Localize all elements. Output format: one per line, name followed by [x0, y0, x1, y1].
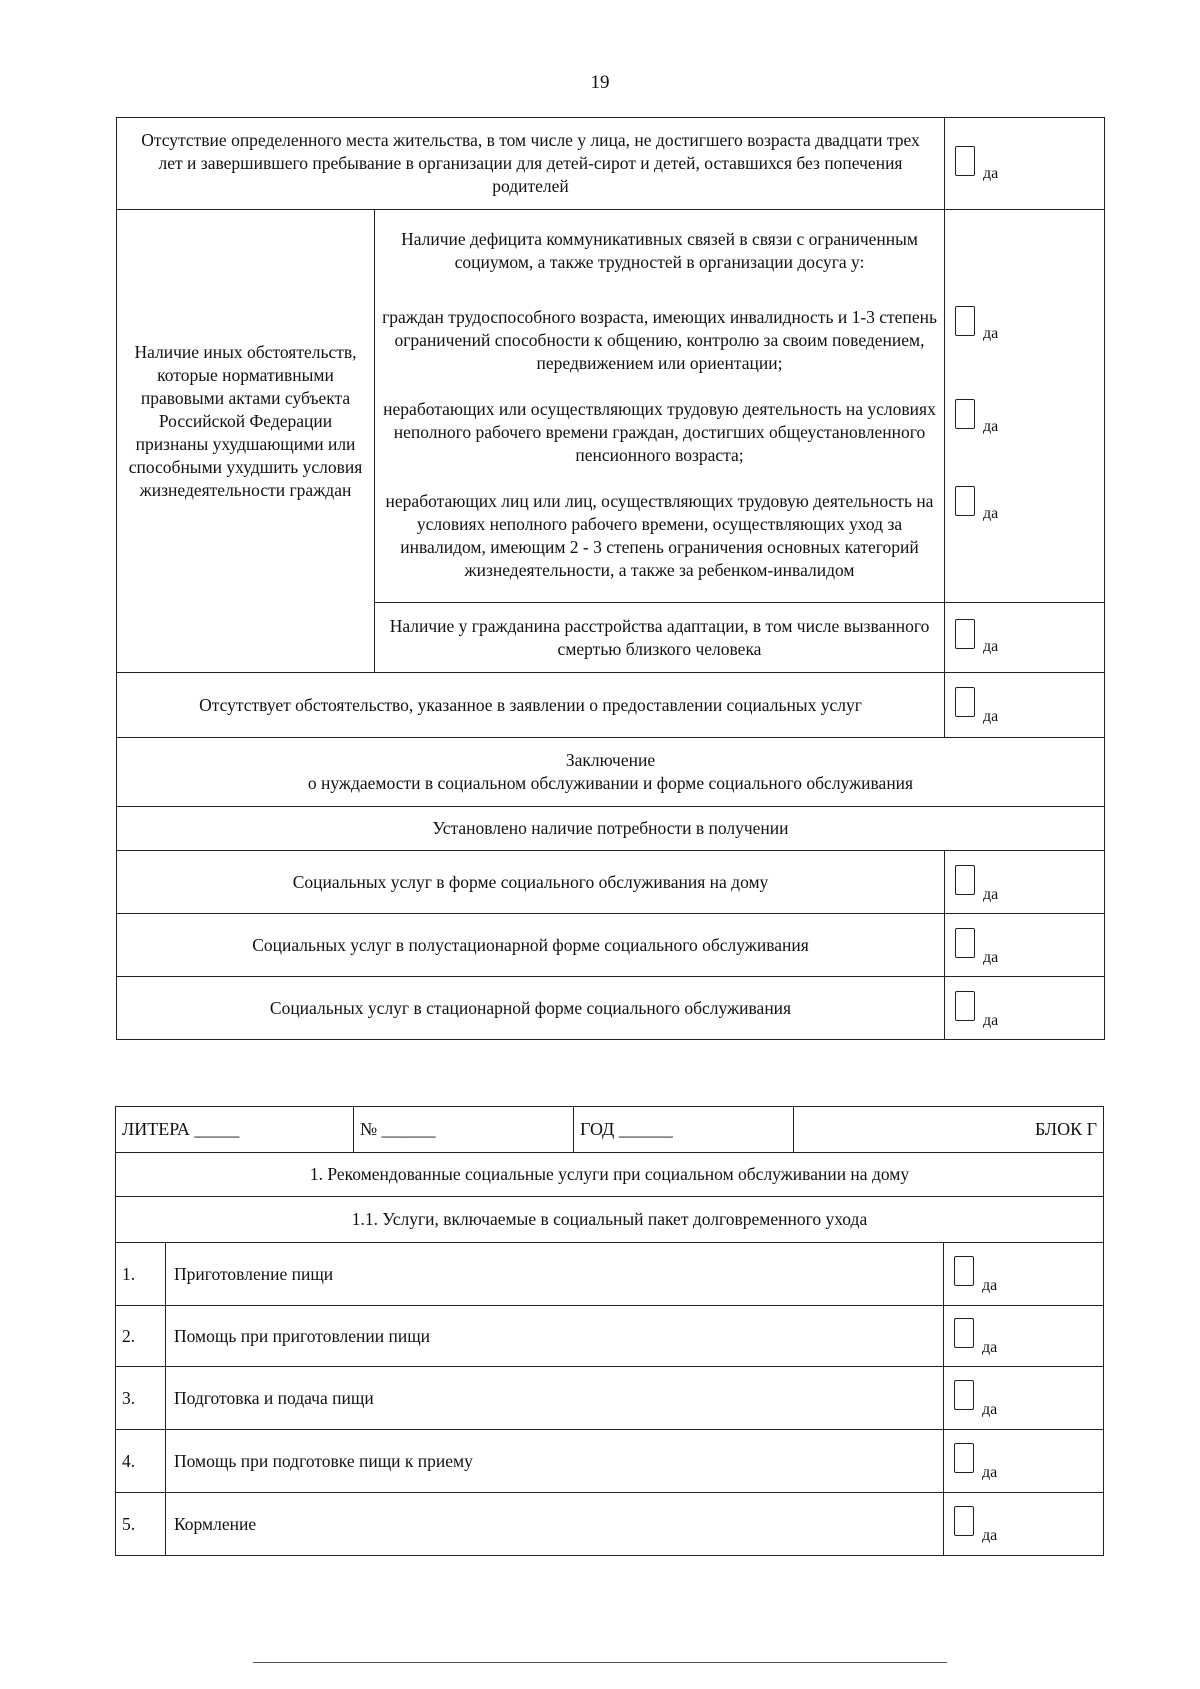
row-number: 1.: [116, 1243, 166, 1306]
row-number: 4.: [116, 1430, 166, 1493]
checkbox-caregivers[interactable]: [955, 486, 975, 516]
other-circumstances-text: Наличие иных обстоятельств, которые нормативными правовыми актами субъекта Российской Федерации признаны ухудшающими или способными ухудшить условия жизнедеятельности граждан: [117, 210, 375, 673]
checkbox-cell: [945, 851, 1105, 914]
table-row: [116, 1243, 1104, 1306]
checkbox-label: да: [983, 886, 999, 903]
service-label: Подготовка и подача пищи: [166, 1367, 944, 1430]
service-label: Кормление: [166, 1493, 944, 1556]
table-row: [116, 1306, 1104, 1367]
service-label: Помощь при приготовлении пищи: [166, 1306, 944, 1367]
checkbox-cell: [945, 294, 1105, 387]
checkbox-cell: [944, 1430, 1104, 1493]
checkbox-service-semi-stationary[interactable]: [955, 928, 975, 958]
checkbox-feeding[interactable]: [954, 1506, 974, 1536]
sub-item-pension-age: неработающих или осуществляющих трудовую деятельность на условиях неполного рабочего времени граждан, достигших общеустановленного пенсионного возраста;: [375, 387, 945, 478]
checkbox-service-home[interactable]: [955, 865, 975, 895]
row-number: 3.: [116, 1367, 166, 1430]
footer-rule: [253, 1662, 947, 1663]
service-form-stationary: Социальных услуг в стационарной форме социального обслуживания: [117, 977, 945, 1040]
checkbox-cell: [945, 118, 1105, 210]
checkbox-label: да: [982, 1401, 998, 1418]
checkbox-label: да: [983, 324, 999, 342]
need-established-text: Установлено наличие потребности в получении: [117, 807, 1105, 851]
checkbox-label: да: [982, 1527, 998, 1544]
table-row: [116, 1493, 1104, 1556]
checkbox-cell: [944, 1243, 1104, 1306]
checkbox-working-age[interactable]: [955, 306, 975, 336]
checkbox-label: да: [983, 949, 999, 966]
sub-item-working-age: граждан трудоспособного возраста, имеющих инвалидность и 1-3 степень ограничений способности к общению, контролю за своим поведением, передвижением или ориентации;: [375, 294, 945, 387]
checkbox-cell: [945, 673, 1105, 738]
number-field[interactable]: № ______: [354, 1107, 574, 1153]
checkbox-label: да: [983, 504, 999, 522]
service-label: Помощь при подготовке пищи к приему: [166, 1430, 944, 1493]
checkbox-cell: [945, 478, 1105, 603]
year-field[interactable]: ГОД ______: [574, 1107, 794, 1153]
row-number: 2.: [116, 1306, 166, 1367]
checkbox-cell: [944, 1306, 1104, 1367]
checkbox-pension-age[interactable]: [955, 399, 975, 429]
checkbox-cell: [944, 1367, 1104, 1430]
checkbox-cell: [945, 914, 1105, 977]
checkbox-cell-empty: [945, 210, 1105, 294]
litera-field[interactable]: ЛИТЕРА _____: [116, 1107, 354, 1153]
service-label: Приготовление пищи: [166, 1243, 944, 1306]
recommended-services-table: [115, 1106, 1104, 1556]
comm-deficit-heading: Наличие дефицита коммуникативных связей в связи с ограниченным социумом, а также трудностей в организации досуга у:: [375, 210, 945, 294]
conclusion-block: [117, 738, 1105, 807]
block-label: БЛОК Г: [794, 1107, 1104, 1153]
checkbox-cooking-help[interactable]: [954, 1318, 974, 1348]
subsection-title: 1.1. Услуги, включаемые в социальный пакет долговременного ухода: [116, 1197, 1104, 1243]
checkbox-cell: [945, 603, 1105, 673]
checkbox-adaptation-disorder[interactable]: [955, 619, 975, 649]
checkbox-label: да: [983, 1012, 999, 1029]
checkbox-meal-prep-help[interactable]: [954, 1443, 974, 1473]
service-form-home: Социальных услуг в форме социального обслуживания на дому: [117, 851, 945, 914]
absent-circumstance-text: Отсутствует обстоятельство, указанное в заявлении о предоставлении социальных услуг: [117, 673, 945, 738]
conclusion-subtitle: о нуждаемости в социальном обслуживании и форме социального обслуживания: [307, 773, 914, 793]
checkbox-label: да: [982, 1464, 998, 1481]
checkbox-label: да: [983, 638, 999, 655]
checkbox-cell: [944, 1493, 1104, 1556]
checkbox-absent-circumstance[interactable]: [955, 687, 975, 717]
service-form-semi-stationary: Социальных услуг в полустационарной форме социального обслуживания: [117, 914, 945, 977]
checkbox-label: да: [982, 1339, 998, 1356]
checkbox-cell: [945, 387, 1105, 478]
sub-item-caregivers: неработающих лиц или лиц, осуществляющих трудовую деятельность на условиях неполного рабочего времени, осуществляющих уход за инвалидом, имеющим 2 - 3 степень ограничения основных категорий жизнедеятельности, а также за ребенком-инвалидом: [375, 478, 945, 603]
checkbox-label: да: [983, 708, 999, 725]
section-title: 1. Рекомендованные социальные услуги при социальном обслуживании на дому: [116, 1153, 1104, 1197]
checkbox-label: да: [982, 1277, 998, 1294]
table-row: [116, 1367, 1104, 1430]
conclusion-title: Заключение: [565, 750, 656, 770]
checkbox-no-residence[interactable]: [955, 146, 975, 176]
needs-assessment-table: [116, 117, 1105, 1040]
checkbox-food-serving[interactable]: [954, 1380, 974, 1410]
checkbox-label: да: [983, 417, 999, 435]
adaptation-disorder-text: Наличие у гражданина расстройства адаптации, в том числе вызванного смертью близкого человека: [375, 603, 945, 673]
checkbox-cell: [945, 977, 1105, 1040]
checkbox-service-stationary[interactable]: [955, 991, 975, 1021]
table-row: [116, 1430, 1104, 1493]
row-number: 5.: [116, 1493, 166, 1556]
checkbox-label: да: [983, 165, 999, 182]
checkbox-cooking[interactable]: [954, 1256, 974, 1286]
page-number: 19: [590, 72, 610, 93]
no-residence-text: Отсутствие определенного места жительства, в том числе у лица, не достигшего возраста двадцати трех лет и завершившего пребывание в организации для детей-сирот и детей, оставшихся без попечения родителей: [117, 118, 945, 210]
